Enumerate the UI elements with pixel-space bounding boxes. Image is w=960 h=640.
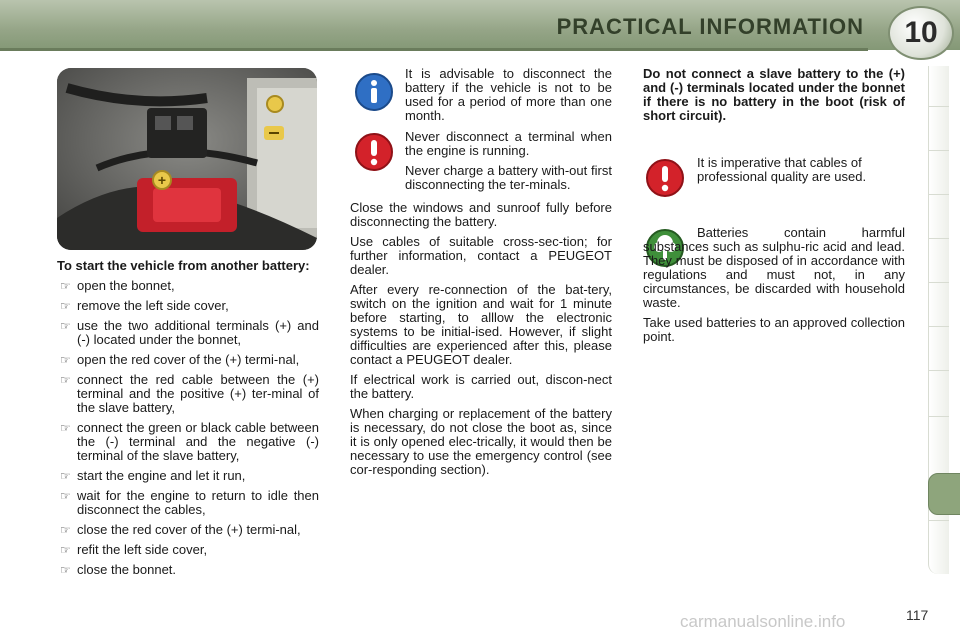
advice-paragraph: When charging or replacement of the battery is necessary, do not close the boot as, since it is only opened elec-trically, it would then be necessary to use the emergency control (see cor-responding section). [350, 406, 612, 477]
procedure-steps [57, 279, 319, 577]
tab-divider [929, 520, 949, 521]
pointing-hand-icon: ☞ [60, 373, 71, 387]
list-item [57, 353, 319, 367]
tab-divider [929, 416, 949, 417]
list-item [57, 543, 319, 557]
environment-text: Batteries contain harmful substances such as sulphu-ric acid and lead. They must be disposed of in accordance with regulations and must not, in any circumstances, be discarded with household waste. [643, 225, 905, 310]
step-text: start the engine and let it run, [77, 468, 246, 483]
list-item [57, 563, 319, 577]
step-text: close the bonnet. [77, 562, 177, 577]
step-text: connect the red cable between the (+) terminal and the positive (+) ter-minal of the slave battery, [77, 372, 319, 415]
pointing-hand-icon: ☞ [60, 353, 71, 367]
pointing-hand-icon: ☞ [60, 523, 71, 537]
warning-note-charging: Never charge a battery with-out first disconnecting the ter-minals. [405, 163, 612, 192]
exclamation-icon [645, 158, 685, 198]
tab-divider [929, 194, 949, 195]
list-item [57, 299, 319, 313]
pointing-hand-icon: ☞ [60, 299, 71, 313]
tab-divider [929, 106, 949, 107]
recycle-text: Take used batteries to an approved collection point. [643, 315, 905, 344]
procedure-heading: To start the vehicle from another battery: [57, 258, 310, 273]
chapter-number-badge: 10 [888, 6, 954, 60]
step-text: close the red cover of the (+) termi-nal, [77, 522, 301, 537]
list-item [57, 279, 319, 293]
battery-advice [350, 201, 612, 483]
step-text: connect the green or black cable between the (-) terminal and the negative (-) terminal of the slave battery, [77, 420, 319, 463]
svg-text:+: + [157, 172, 167, 188]
cable-quality-note: It is imperative that cables of professional quality are used. [697, 155, 867, 184]
tab-divider [929, 150, 949, 151]
page-title: PRACTICAL INFORMATION [556, 14, 864, 39]
step-text: refit the left side cover, [77, 542, 208, 557]
step-text: open the red cover of the (+) termi-nal, [77, 352, 300, 367]
advice-paragraph: Use cables of suitable cross-sec-tion; for further information, contact a PEUGEOT dealer. [350, 234, 612, 277]
pointing-hand-icon: ☞ [60, 319, 71, 333]
step-text: open the bonnet, [77, 278, 175, 293]
pointing-hand-icon: ☞ [60, 421, 71, 435]
warning-note-terminal: Never disconnect a terminal when the engine is running. [405, 129, 612, 158]
engine-terminals-photo [57, 68, 317, 250]
list-item [57, 489, 319, 517]
info-note: It is advisable to disconnect the battery if the vehicle is not to be used for a period of more than one month. [405, 66, 612, 123]
pointing-hand-icon: ☞ [60, 563, 71, 577]
tab-divider [929, 238, 949, 239]
list-item [57, 373, 319, 415]
engine-bay-illustration [57, 68, 317, 250]
tab-divider [929, 282, 949, 283]
tab-divider [929, 326, 949, 327]
slave-battery-warning: Do not connect a slave battery to the (+) and (-) terminals located under the bonnet if there is no battery in the boot (risk of short circuit). [643, 66, 905, 123]
advice-paragraph: After every re-connection of the bat-tery, switch on the ignition and wait for 1 minute before starting, to alllow the electronic systems to be initial-ised. However, if slight difficulties are experienced after this, please contact a PEUGEOT dealer. [350, 282, 612, 367]
page-number: 117 [906, 607, 929, 623]
exclamation-icon [354, 132, 394, 172]
list-item [57, 421, 319, 463]
pointing-hand-icon: ☞ [60, 543, 71, 557]
advice-paragraph: Close the windows and sunroof fully before disconnecting the battery. [350, 200, 612, 229]
environment-note [643, 226, 905, 350]
info-icon [354, 72, 394, 112]
pointing-hand-icon: ☞ [60, 489, 71, 503]
tab-divider [929, 370, 949, 371]
watermark: carmanualsonline.info [680, 612, 846, 631]
list-item [57, 523, 319, 537]
pointing-hand-icon: ☞ [60, 279, 71, 293]
list-item [57, 469, 319, 483]
pointing-hand-icon: ☞ [60, 469, 71, 483]
step-text: wait for the engine to return to idle then disconnect the cables, [77, 488, 319, 517]
step-text: use the two additional terminals (+) and (-) located under the bonnet, [77, 318, 319, 347]
advice-paragraph: If electrical work is carried out, discon-nect the battery. [350, 372, 612, 401]
active-chapter-tab[interactable] [928, 473, 960, 515]
jump-start-procedure [57, 259, 319, 583]
step-text: remove the left side cover, [77, 298, 229, 313]
list-item [57, 319, 319, 347]
header-rule [0, 48, 868, 51]
